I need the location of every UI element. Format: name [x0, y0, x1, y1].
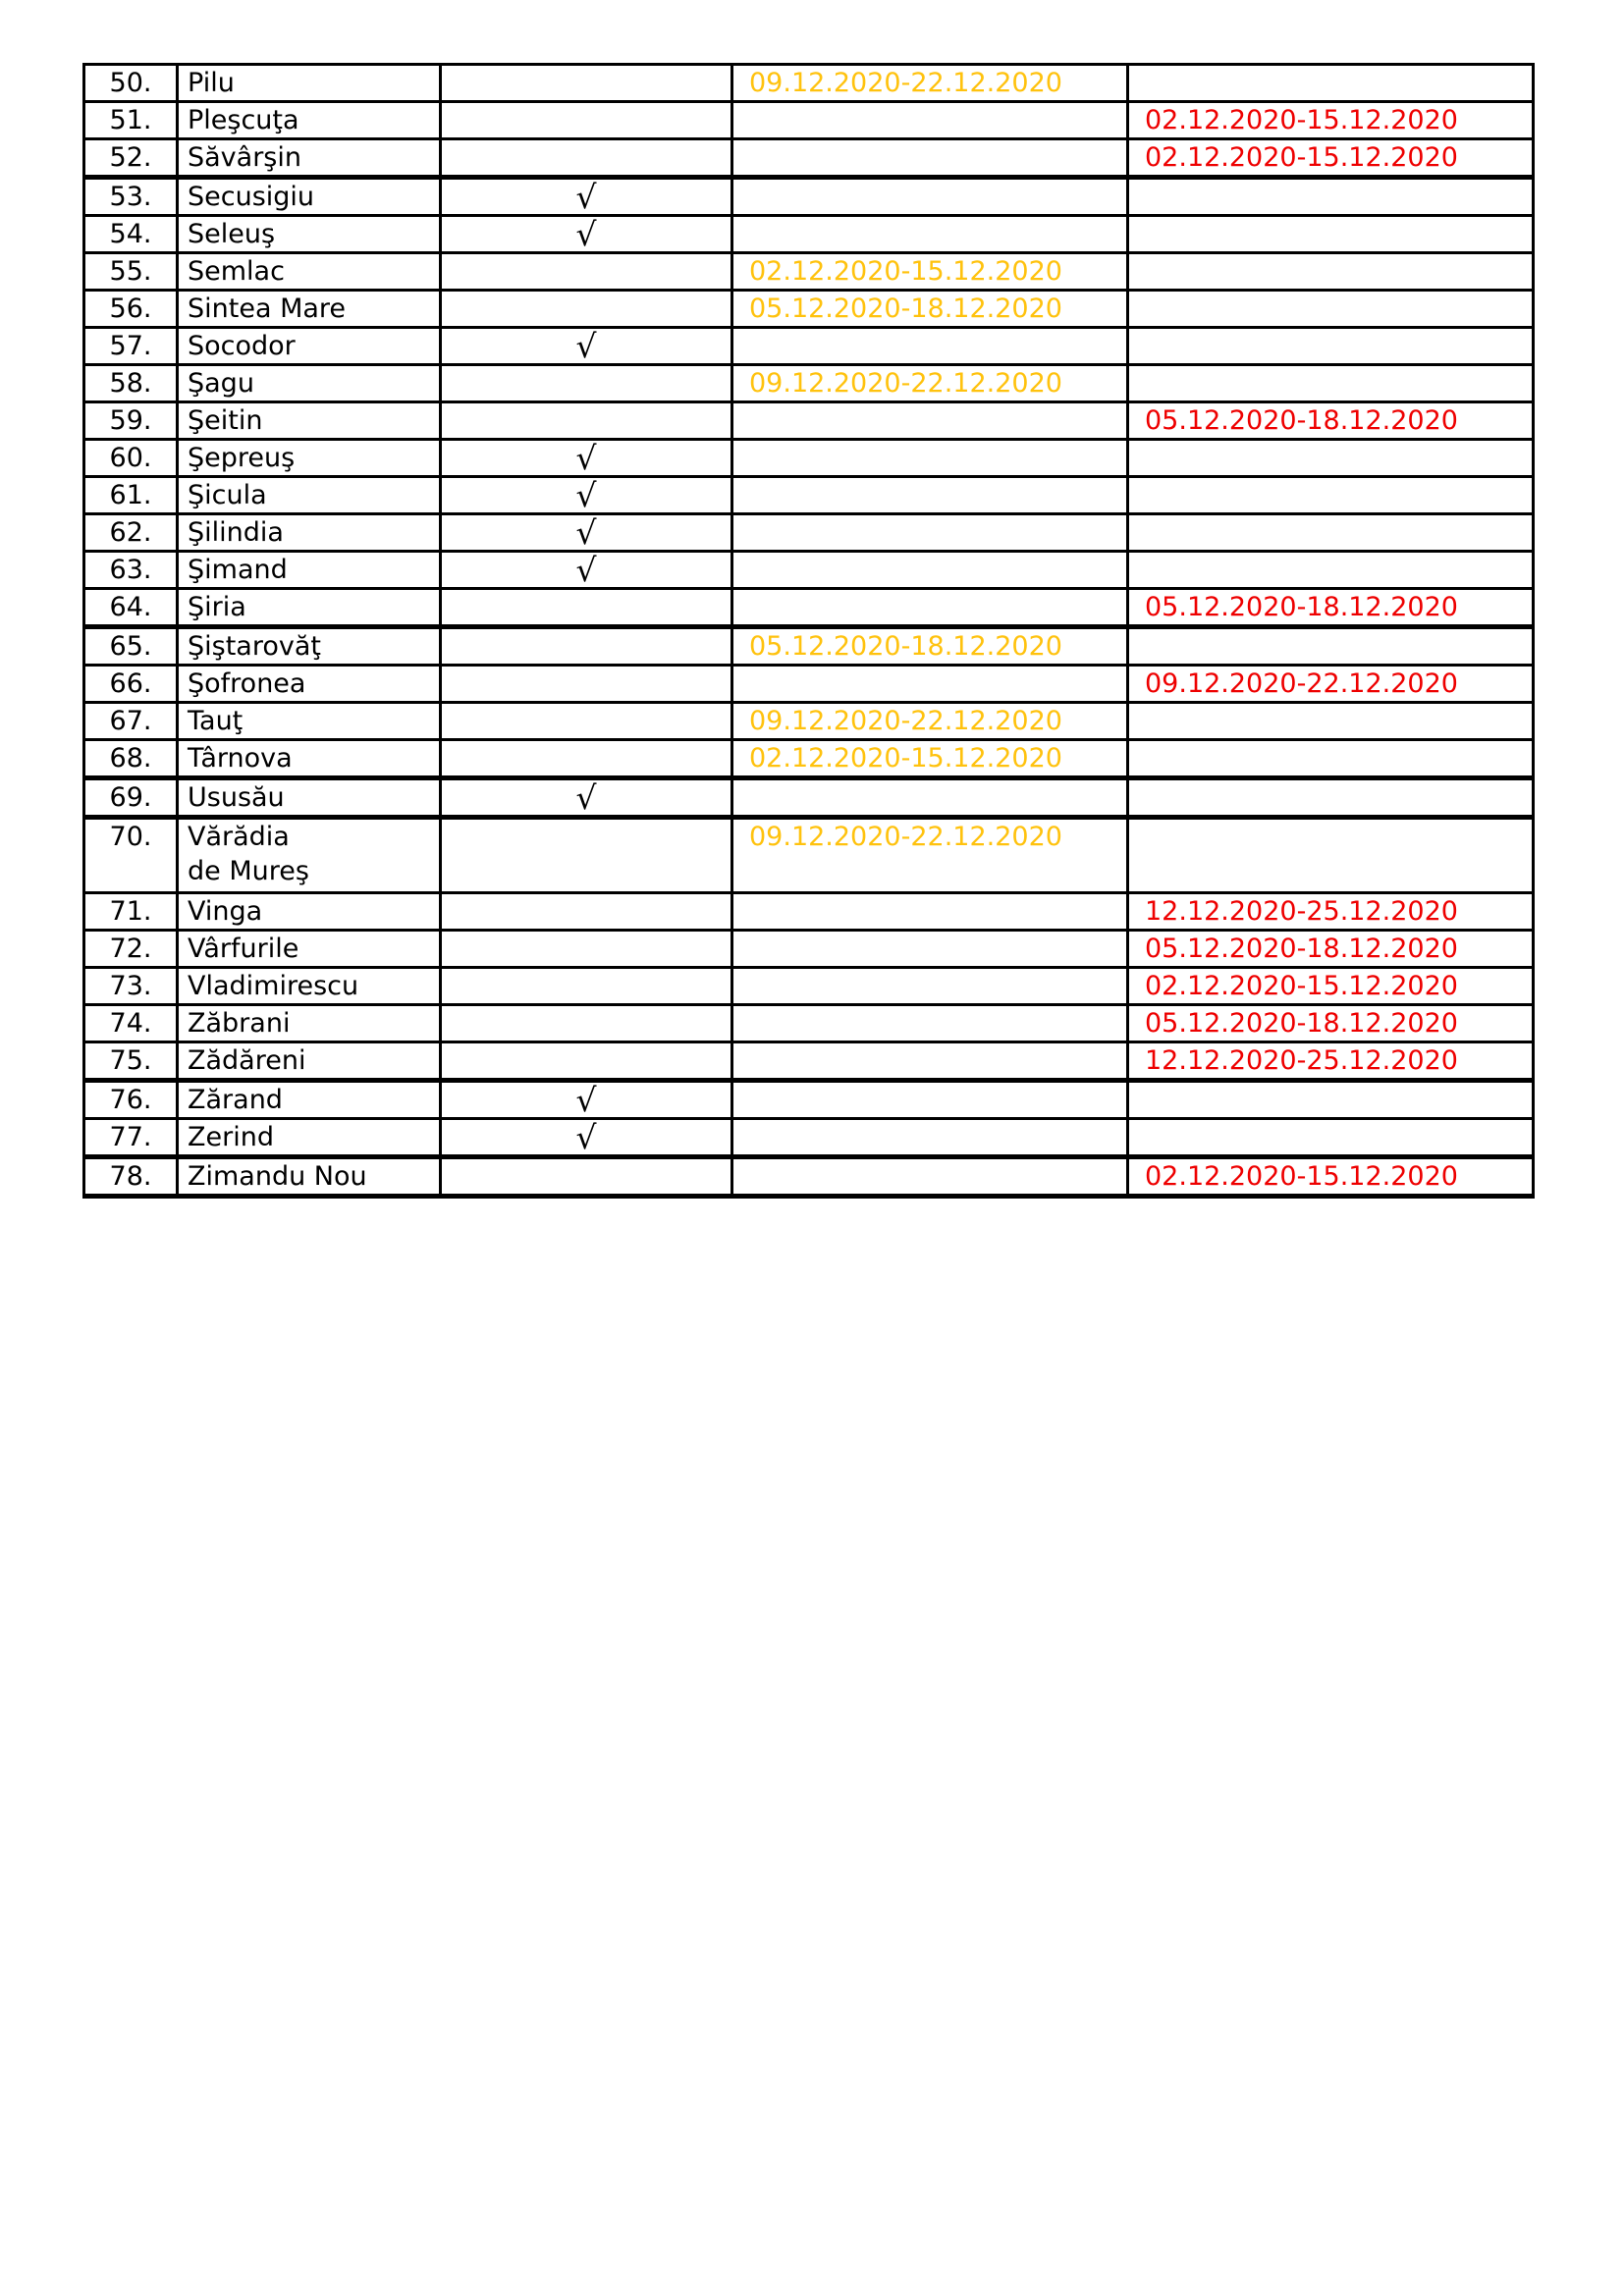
locality-name-cell: Zădăreni	[178, 1042, 441, 1081]
row-number-cell: 53.	[84, 178, 178, 216]
check-mark-icon: √	[441, 1119, 732, 1157]
period-red-cell	[1128, 1081, 1534, 1119]
row-number-cell: 78.	[84, 1157, 178, 1197]
table-row	[84, 1005, 1534, 1042]
row-number-cell: 66.	[84, 666, 178, 703]
check-cell	[441, 139, 732, 178]
row-number-cell: 63.	[84, 552, 178, 589]
table-row	[84, 178, 1534, 216]
period-red-cell	[1128, 1119, 1534, 1157]
period-yellow-cell	[732, 589, 1128, 627]
locality-name-cell: Vladimirescu	[178, 968, 441, 1005]
period-red-cell: 02.12.2020-15.12.2020	[1128, 1157, 1534, 1197]
check-mark-icon: √	[441, 552, 732, 589]
row-number-cell: 55.	[84, 253, 178, 291]
check-mark-icon: √	[441, 178, 732, 216]
table-row	[84, 253, 1534, 291]
period-red-cell	[1128, 703, 1534, 740]
locality-name-cell: Zerind	[178, 1119, 441, 1157]
period-yellow-cell	[732, 178, 1128, 216]
row-number-cell: 72.	[84, 931, 178, 968]
locality-name-cell: Şeitin	[178, 402, 441, 440]
check-cell	[441, 703, 732, 740]
row-number-cell: 77.	[84, 1119, 178, 1157]
period-yellow-cell	[732, 139, 1128, 178]
locality-name-cell: Şimand	[178, 552, 441, 589]
table-row	[84, 818, 1534, 893]
locality-name-cell: Şofronea	[178, 666, 441, 703]
period-red-cell	[1128, 477, 1534, 514]
check-mark-icon: √	[441, 778, 732, 818]
row-number-cell: 61.	[84, 477, 178, 514]
period-red-cell	[1128, 818, 1534, 893]
period-yellow-cell	[732, 931, 1128, 968]
table-row	[84, 740, 1534, 778]
locality-name-cell: Pilu	[178, 65, 441, 102]
row-number-cell: 51.	[84, 102, 178, 139]
period-yellow-cell	[732, 102, 1128, 139]
period-yellow-cell	[732, 968, 1128, 1005]
period-red-cell: 05.12.2020-18.12.2020	[1128, 589, 1534, 627]
row-number-cell: 59.	[84, 402, 178, 440]
row-number-cell: 68.	[84, 740, 178, 778]
locality-quarantine-table	[82, 63, 1535, 1199]
table-row	[84, 666, 1534, 703]
table-row	[84, 627, 1534, 666]
period-red-cell	[1128, 178, 1534, 216]
period-yellow-cell: 09.12.2020-22.12.2020	[732, 365, 1128, 402]
period-red-cell: 05.12.2020-18.12.2020	[1128, 931, 1534, 968]
locality-name-cell: Şicula	[178, 477, 441, 514]
period-yellow-cell	[732, 552, 1128, 589]
period-red-cell	[1128, 253, 1534, 291]
table-row	[84, 589, 1534, 627]
table-row	[84, 931, 1534, 968]
locality-name-cell: Zărand	[178, 1081, 441, 1119]
table-row	[84, 65, 1534, 102]
locality-name-cell: Semlac	[178, 253, 441, 291]
table-row	[84, 1157, 1534, 1197]
row-number-cell: 52.	[84, 139, 178, 178]
locality-name-cell: Sintea Mare	[178, 291, 441, 328]
check-cell	[441, 893, 732, 931]
period-yellow-cell: 02.12.2020-15.12.2020	[732, 740, 1128, 778]
period-yellow-cell	[732, 440, 1128, 477]
row-number-cell: 70.	[84, 818, 178, 893]
row-number-cell: 74.	[84, 1005, 178, 1042]
row-number-cell: 56.	[84, 291, 178, 328]
period-yellow-cell	[732, 778, 1128, 818]
locality-name-cell: Şiştarovăţ	[178, 627, 441, 666]
period-red-cell	[1128, 291, 1534, 328]
period-yellow-cell	[732, 666, 1128, 703]
locality-name-cell: Şilindia	[178, 514, 441, 552]
check-mark-icon: √	[441, 440, 732, 477]
row-number-cell: 58.	[84, 365, 178, 402]
period-yellow-cell	[732, 1005, 1128, 1042]
check-cell	[441, 589, 732, 627]
period-yellow-cell: 09.12.2020-22.12.2020	[732, 65, 1128, 102]
row-number-cell: 54.	[84, 216, 178, 253]
period-red-cell	[1128, 552, 1534, 589]
period-red-cell	[1128, 365, 1534, 402]
period-yellow-cell	[732, 1042, 1128, 1081]
locality-name-cell: Tauţ	[178, 703, 441, 740]
period-red-cell	[1128, 514, 1534, 552]
locality-name-cell: Seleuş	[178, 216, 441, 253]
period-red-cell: 02.12.2020-15.12.2020	[1128, 968, 1534, 1005]
check-cell	[441, 1042, 732, 1081]
locality-name-cell: Şagu	[178, 365, 441, 402]
period-red-cell: 09.12.2020-22.12.2020	[1128, 666, 1534, 703]
check-mark-icon: √	[441, 1081, 732, 1119]
period-yellow-cell	[732, 328, 1128, 365]
period-yellow-cell	[732, 402, 1128, 440]
check-mark-icon: √	[441, 216, 732, 253]
period-yellow-cell	[732, 1081, 1128, 1119]
period-yellow-cell	[732, 1157, 1128, 1197]
period-yellow-cell	[732, 893, 1128, 931]
locality-name-cell: Zimandu Nou	[178, 1157, 441, 1197]
check-cell	[441, 1157, 732, 1197]
row-number-cell: 75.	[84, 1042, 178, 1081]
period-red-cell: 05.12.2020-18.12.2020	[1128, 402, 1534, 440]
check-cell	[441, 291, 732, 328]
period-red-cell	[1128, 328, 1534, 365]
table-row	[84, 365, 1534, 402]
period-red-cell: 05.12.2020-18.12.2020	[1128, 1005, 1534, 1042]
check-cell	[441, 627, 732, 666]
locality-name-cell: Socodor	[178, 328, 441, 365]
check-mark-icon: √	[441, 477, 732, 514]
table-row	[84, 216, 1534, 253]
table-row	[84, 552, 1534, 589]
period-red-cell: 12.12.2020-25.12.2020	[1128, 1042, 1534, 1081]
check-mark-icon: √	[441, 514, 732, 552]
period-red-cell	[1128, 740, 1534, 778]
locality-name-cell: Ususău	[178, 778, 441, 818]
locality-name-cell: Târnova	[178, 740, 441, 778]
locality-name-cell: Şepreuş	[178, 440, 441, 477]
table-row	[84, 102, 1534, 139]
period-red-cell	[1128, 65, 1534, 102]
period-red-cell	[1128, 627, 1534, 666]
period-red-cell: 02.12.2020-15.12.2020	[1128, 139, 1534, 178]
table-body	[84, 65, 1534, 1197]
check-cell	[441, 402, 732, 440]
period-yellow-cell: 02.12.2020-15.12.2020	[732, 253, 1128, 291]
table-row	[84, 703, 1534, 740]
period-red-cell	[1128, 778, 1534, 818]
row-number-cell: 69.	[84, 778, 178, 818]
period-yellow-cell	[732, 216, 1128, 253]
locality-name-cell: Zăbrani	[178, 1005, 441, 1042]
row-number-cell: 60.	[84, 440, 178, 477]
table-row	[84, 1042, 1534, 1081]
period-red-cell: 12.12.2020-25.12.2020	[1128, 893, 1534, 931]
table-row	[84, 893, 1534, 931]
row-number-cell: 67.	[84, 703, 178, 740]
period-yellow-cell: 05.12.2020-18.12.2020	[732, 627, 1128, 666]
table-row	[84, 440, 1534, 477]
check-cell	[441, 1005, 732, 1042]
check-cell	[441, 253, 732, 291]
table-row	[84, 139, 1534, 178]
row-number-cell: 62.	[84, 514, 178, 552]
period-yellow-cell: 09.12.2020-22.12.2020	[732, 818, 1128, 893]
table-row	[84, 402, 1534, 440]
table-row	[84, 1081, 1534, 1119]
row-number-cell: 57.	[84, 328, 178, 365]
check-mark-icon: √	[441, 328, 732, 365]
locality-name-cell: Săvârşin	[178, 139, 441, 178]
period-yellow-cell: 09.12.2020-22.12.2020	[732, 703, 1128, 740]
period-yellow-cell	[732, 1119, 1128, 1157]
check-cell	[441, 102, 732, 139]
row-number-cell: 71.	[84, 893, 178, 931]
check-cell	[441, 65, 732, 102]
locality-name-cell: Secusigiu	[178, 178, 441, 216]
table-row	[84, 778, 1534, 818]
period-yellow-cell: 05.12.2020-18.12.2020	[732, 291, 1128, 328]
row-number-cell: 64.	[84, 589, 178, 627]
locality-name-cell: Vărădia de Mureş	[178, 818, 441, 893]
period-red-cell	[1128, 216, 1534, 253]
period-yellow-cell	[732, 514, 1128, 552]
table-row	[84, 514, 1534, 552]
check-cell	[441, 931, 732, 968]
check-cell	[441, 740, 732, 778]
check-cell	[441, 818, 732, 893]
row-number-cell: 50.	[84, 65, 178, 102]
period-yellow-cell	[732, 477, 1128, 514]
table-row	[84, 968, 1534, 1005]
locality-name-cell: Vârfurile	[178, 931, 441, 968]
table-row	[84, 328, 1534, 365]
check-cell	[441, 666, 732, 703]
table-row	[84, 1119, 1534, 1157]
check-cell	[441, 968, 732, 1005]
locality-name-cell: Vinga	[178, 893, 441, 931]
table-row	[84, 477, 1534, 514]
row-number-cell: 65.	[84, 627, 178, 666]
row-number-cell: 76.	[84, 1081, 178, 1119]
check-cell	[441, 365, 732, 402]
locality-name-cell: Pleşcuţa	[178, 102, 441, 139]
row-number-cell: 73.	[84, 968, 178, 1005]
period-red-cell: 02.12.2020-15.12.2020	[1128, 102, 1534, 139]
table-row	[84, 291, 1534, 328]
period-red-cell	[1128, 440, 1534, 477]
locality-name-cell: Şiria	[178, 589, 441, 627]
